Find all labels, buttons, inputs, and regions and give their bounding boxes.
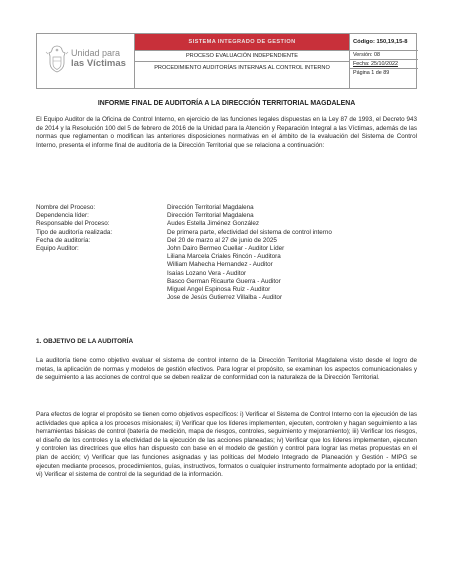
info-value: Del 20 de marzo al 27 de junio de 2025 (167, 236, 277, 244)
info-label (36, 253, 167, 261)
info-row (36, 286, 417, 294)
info-row (36, 270, 417, 278)
objective-paragraph: La auditoría tiene como objetivo evaluar el sistema de control interno de la Dirección Territorial Magdalena visto desde el logro de metas, la aplicación de normas y modelos de gestión efectivos. Para lograr el propósito, se examinan los aspectos comunicacionales y de seguimiento a las acciones de control que se deben realizar de conformidad con la naturaleza de la Dirección Territorial. (36, 357, 417, 382)
info-value: Dirección Territorial Magdalena (167, 204, 254, 211)
system-banner: SISTEMA INTEGRADO DE GESTION (135, 34, 349, 51)
process-name: PROCESO EVALUACIÓN INDEPENDIENTE (135, 51, 349, 62)
info-label: Equipo Auditor: (36, 245, 79, 253)
info-row (36, 237, 417, 245)
info-value: John Dairo Bermeo Cuellar - Auditor Líder (167, 245, 285, 253)
info-label (36, 270, 167, 278)
header-center-cell (135, 34, 349, 88)
info-value: Liliana Marcela Criales Rincón - Auditora (167, 253, 281, 261)
specific-objectives-paragraph: Para efectos de lograr el propósito se tienen como objetivos específicos: i) Verificar el Sistema de Control Interno con la ejecución de las actividades que aplica a los procesos misionales; ii) Verificar que los líderes implementen, ejecuten, controlen y hagan seguimiento a las herramientas básicas de control (batería de medición, mapa de riesgos, controles, seguimiento y mejoramiento); iii) Verificar los riesgos, el diseño de los controles y la efectividad de la ejecución de las acciones planeadas; iv) Verificar que los líderes implementen, ejecuten y controlen las directrices que ellos han dispuesto con base en el modelo de gestión y control para lograr las metas propuestas en el plan de acción; v) Verificar que las funciones asignadas y las políticas del Modelo Integrado de Planeación y Gestión - MIPG se ejecuten mediante procesos, procedimientos, guías, instructivos, formatos o cualquier instrumento formalmente adoptado por la entidad; vi) Verificar el sistema de control de la seguridad de la información. (36, 411, 417, 479)
logo-wordmark (71, 49, 126, 68)
report-title: INFORME FINAL DE AUDITORÍA A LA DIRECCIÓN TERRITORIAL MAGDALENA (97, 100, 356, 107)
info-value: De primera parte, efectividad del sistema de control interno (167, 228, 332, 236)
info-value: Basco German Ricaurte Guerra - Auditor (167, 277, 281, 285)
info-value: Audes Estella Jiménez González (167, 220, 260, 228)
info-value: Miguel Angel Espinosa Ruiz - Auditor (167, 286, 271, 294)
info-label: Tipo de auditoría realizada: (36, 228, 113, 236)
info-row (36, 220, 417, 228)
procedure-name: PROCEDIMIENTO AUDITORÍAS INTERNAS AL CONTROL INTERNO (154, 65, 330, 71)
info-row (36, 245, 417, 253)
coat-of-arms-icon (45, 44, 69, 74)
info-label: Responsable del Proceso: (36, 220, 110, 228)
info-row (36, 253, 417, 261)
document-code: Código: 150,19,15-8 (350, 34, 418, 51)
info-label (36, 278, 167, 286)
info-value: Jose de Jesús Gutierrez Villalba - Auditor (167, 294, 283, 302)
info-value: William Mahecha Hernandez - Auditor (167, 261, 273, 269)
info-row (36, 261, 417, 269)
document-version: Versión: 08 (350, 51, 418, 60)
info-label: Dependencia líder: (36, 212, 89, 220)
info-row (36, 278, 417, 286)
info-label (36, 286, 167, 294)
info-row (36, 204, 417, 212)
info-label: Fecha de auditoría: (36, 236, 91, 244)
info-label (36, 294, 167, 302)
logo-cell (37, 34, 135, 88)
header-metadata-cell (349, 34, 418, 88)
document-header-table (36, 33, 417, 89)
info-value: Dirección Territorial Magdalena (167, 212, 254, 220)
info-row (36, 229, 417, 237)
info-row (36, 212, 417, 220)
audit-info-list (36, 204, 417, 302)
info-label (36, 261, 167, 269)
logo-line-2: las Víctimas (71, 57, 126, 69)
page-counter: Página 1 de 89 (353, 70, 390, 76)
intro-paragraph: El Equipo Auditor de la Oficina de Control Interno, en ejercicio de las funciones legales dispuestas en la Ley 87 de 1993, el Decreto 943 de 2014 y la Resolución 100 del 5 de febrero de 2016 de la Unidad para la Atención y Reparación Integral a las Víctimas, además de las normas que reglamentan o modifican las anteriores disposiciones normativas en el ámbito de la evaluación del Sistema de Control Interno, presenta el informe final de auditoría de la Dirección Territorial que se relaciona a continuación: (36, 116, 417, 149)
section-heading-objective: 1. OBJETIVO DE LA AUDITORÍA (36, 338, 134, 345)
document-date: Fecha: 25/10/2022 (350, 60, 418, 69)
info-value: Isaías Lozano Vera - Auditor (167, 269, 247, 277)
info-label: Nombre del Proceso: (36, 204, 96, 211)
info-row (36, 294, 417, 302)
logo-line-1: Unidad para (71, 48, 121, 58)
